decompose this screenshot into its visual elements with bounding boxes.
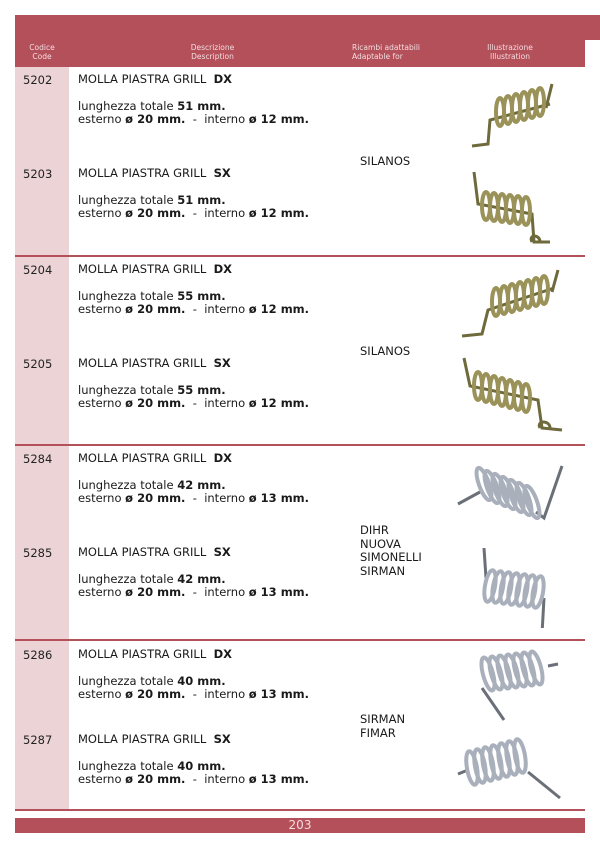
fits-group-1: SILANOS xyxy=(360,154,411,168)
item-name: MOLLA PIASTRA GRILL DX xyxy=(78,451,232,465)
item-description xyxy=(78,546,358,600)
brass-spring-dx-icon xyxy=(460,78,570,158)
item-name: MOLLA PIASTRA GRILL SX xyxy=(78,545,231,559)
item-diameters: esterno ø 20 mm. - interno ø 13 mm. xyxy=(78,585,310,599)
item-description xyxy=(78,648,358,702)
fits-group-3: DIHR NUOVA SIMONELLI SIRMAN xyxy=(360,523,422,578)
item-name: MOLLA PIASTRA GRILL SX xyxy=(78,356,231,370)
item-length: lunghezza totale 42 mm. xyxy=(78,571,226,586)
item-code: 5203 xyxy=(23,167,53,181)
zinc-spring-dx-icon xyxy=(458,648,568,728)
item-name: MOLLA PIASTRA GRILL SX xyxy=(78,732,231,746)
zinc-spring-sx-icon xyxy=(460,548,570,628)
item-code: 5202 xyxy=(23,73,53,87)
header-description: Descrizione Description xyxy=(190,43,235,61)
brass-spring-dx-icon xyxy=(458,266,568,346)
zinc-spring-dx-icon xyxy=(456,458,566,538)
item-length: lunghezza totale 51 mm. xyxy=(78,192,226,207)
item-side: SX xyxy=(213,166,231,180)
item-side: DX xyxy=(213,451,232,465)
header-code: Codice Code xyxy=(29,43,55,61)
item-name: MOLLA PIASTRA GRILL DX xyxy=(78,647,232,661)
header-adaptable: Ricambi adattabili Adaptable for xyxy=(352,43,420,61)
item-diameters: esterno ø 20 mm. - interno ø 12 mm. xyxy=(78,112,310,126)
item-side: SX xyxy=(213,732,231,746)
header-illustration: Illustrazione Illustration xyxy=(487,43,533,61)
item-code: 5285 xyxy=(23,546,53,560)
zinc-spring-sx-icon xyxy=(456,736,566,816)
item-length: lunghezza totale 42 mm. xyxy=(78,477,226,492)
item-diameters: esterno ø 20 mm. - interno ø 13 mm. xyxy=(78,772,310,786)
fits-group-4: SIRMAN FIMAR xyxy=(360,712,406,740)
item-code: 5205 xyxy=(23,357,53,371)
item-description xyxy=(78,167,358,221)
item-diameters: esterno ø 20 mm. - interno ø 12 mm. xyxy=(78,396,310,410)
item-code: 5286 xyxy=(23,648,53,662)
brass-spring-sx-icon xyxy=(458,356,568,436)
item-length: lunghezza totale 55 mm. xyxy=(78,382,226,397)
item-length: lunghezza totale 40 mm. xyxy=(78,673,226,688)
item-side: SX xyxy=(213,545,231,559)
item-diameters: esterno ø 20 mm. - interno ø 13 mm. xyxy=(78,687,310,701)
item-diameters: esterno ø 20 mm. - interno ø 13 mm. xyxy=(78,491,310,505)
item-description xyxy=(78,73,358,127)
group-separator xyxy=(15,639,585,641)
item-length: lunghezza totale 51 mm. xyxy=(78,98,226,113)
item-code: 5284 xyxy=(23,452,53,466)
item-name: MOLLA PIASTRA GRILL DX xyxy=(78,262,232,276)
item-side: DX xyxy=(213,72,232,86)
header-tab xyxy=(585,15,600,40)
item-side: DX xyxy=(213,262,232,276)
item-code: 5287 xyxy=(23,733,53,747)
item-name: MOLLA PIASTRA GRILL SX xyxy=(78,166,231,180)
fits-group-2: SILANOS xyxy=(360,344,411,358)
item-side: DX xyxy=(213,647,232,661)
item-diameters: esterno ø 20 mm. - interno ø 12 mm. xyxy=(78,206,310,220)
group-separator xyxy=(15,444,585,446)
item-description xyxy=(78,452,358,506)
item-description xyxy=(78,733,358,787)
item-code: 5204 xyxy=(23,263,53,277)
page-footer xyxy=(15,818,585,833)
item-description xyxy=(78,357,358,411)
page-number: 203 xyxy=(288,818,312,832)
brass-spring-sx-icon xyxy=(460,168,570,248)
item-length: lunghezza totale 40 mm. xyxy=(78,758,226,773)
item-length: lunghezza totale 55 mm. xyxy=(78,288,226,303)
item-name: MOLLA PIASTRA GRILL DX xyxy=(78,72,232,86)
group-separator xyxy=(15,255,585,257)
item-side: SX xyxy=(213,356,231,370)
item-description xyxy=(78,263,358,317)
item-diameters: esterno ø 20 mm. - interno ø 12 mm. xyxy=(78,302,310,316)
